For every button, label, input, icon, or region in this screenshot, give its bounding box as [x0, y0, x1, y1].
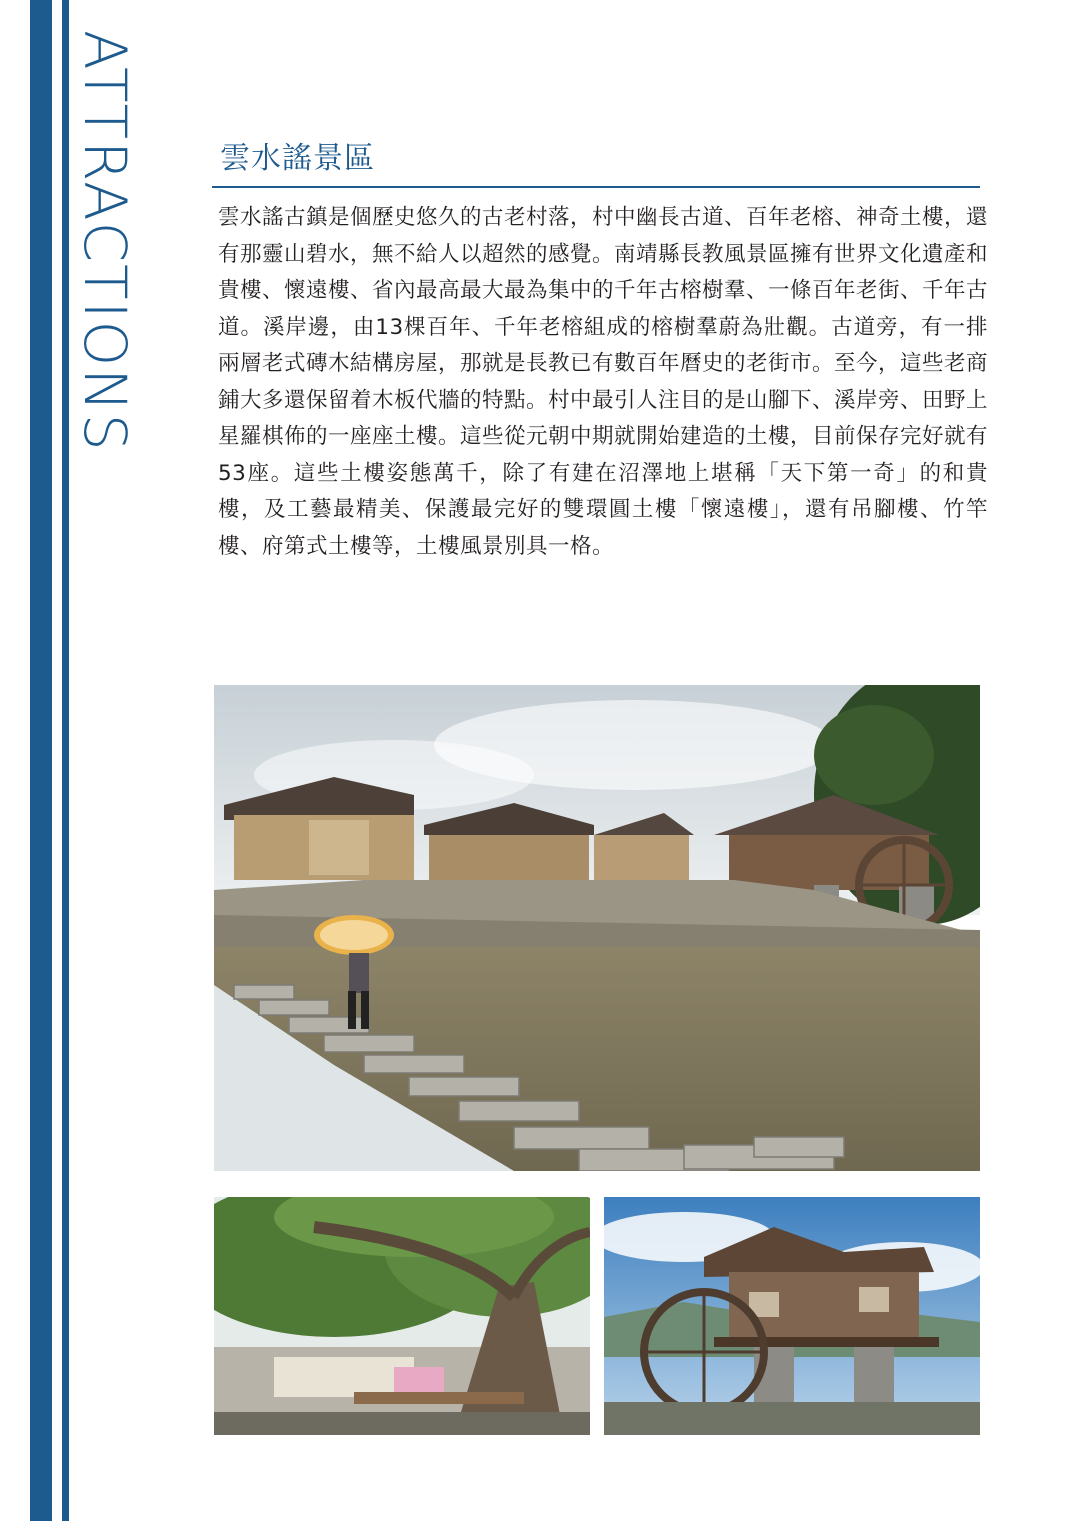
village-river-photo [214, 685, 980, 1171]
section-title: 雲水謠景區 [220, 141, 375, 176]
title-divider [212, 186, 980, 188]
waterwheel-house-photo [604, 1197, 980, 1435]
banyan-tree-photo [214, 1197, 590, 1435]
section-body-text: 雲水謠古鎮是個歷史悠久的古老村落，村中幽長古道、百年老榕、神奇土樓，還有那靈山碧水，無不給人以超然的感覺。南靖縣長教風景區擁有世界文化遺產和貴樓、懷遠樓、省內最高最大最為集中的千年古榕樹羣、一條百年老街、千年古道。溪岸邊，由13棵百年、千年老榕組成的榕樹羣蔚為壯觀。古道旁，有一排兩層老式磚木結構房屋，那就是長教已有數百年曆史的老街市。至今，這些老商鋪大多還保留着木板代牆的特點。村中最引人注目的是山腳下、溪岸旁、田野上星羅棋佈的一座座土樓。這些從元朝中期就開始建造的土樓，目前保存完好就有53座。這些土樓姿態萬千，除了有建在沼澤地上堪稱「天下第一奇」的和貴樓，及工藝最精美、保護最完好的雙環圓土樓「懷遠樓」，還有吊腳樓、竹竿樓、府第式土樓等，土樓風景別具一格。 [218, 205, 989, 559]
left-border-stripe-thick [30, 0, 52, 1521]
attractions-side-heading: ATTRACTIONS [71, 30, 139, 453]
left-border-stripe-thin [62, 0, 69, 1521]
